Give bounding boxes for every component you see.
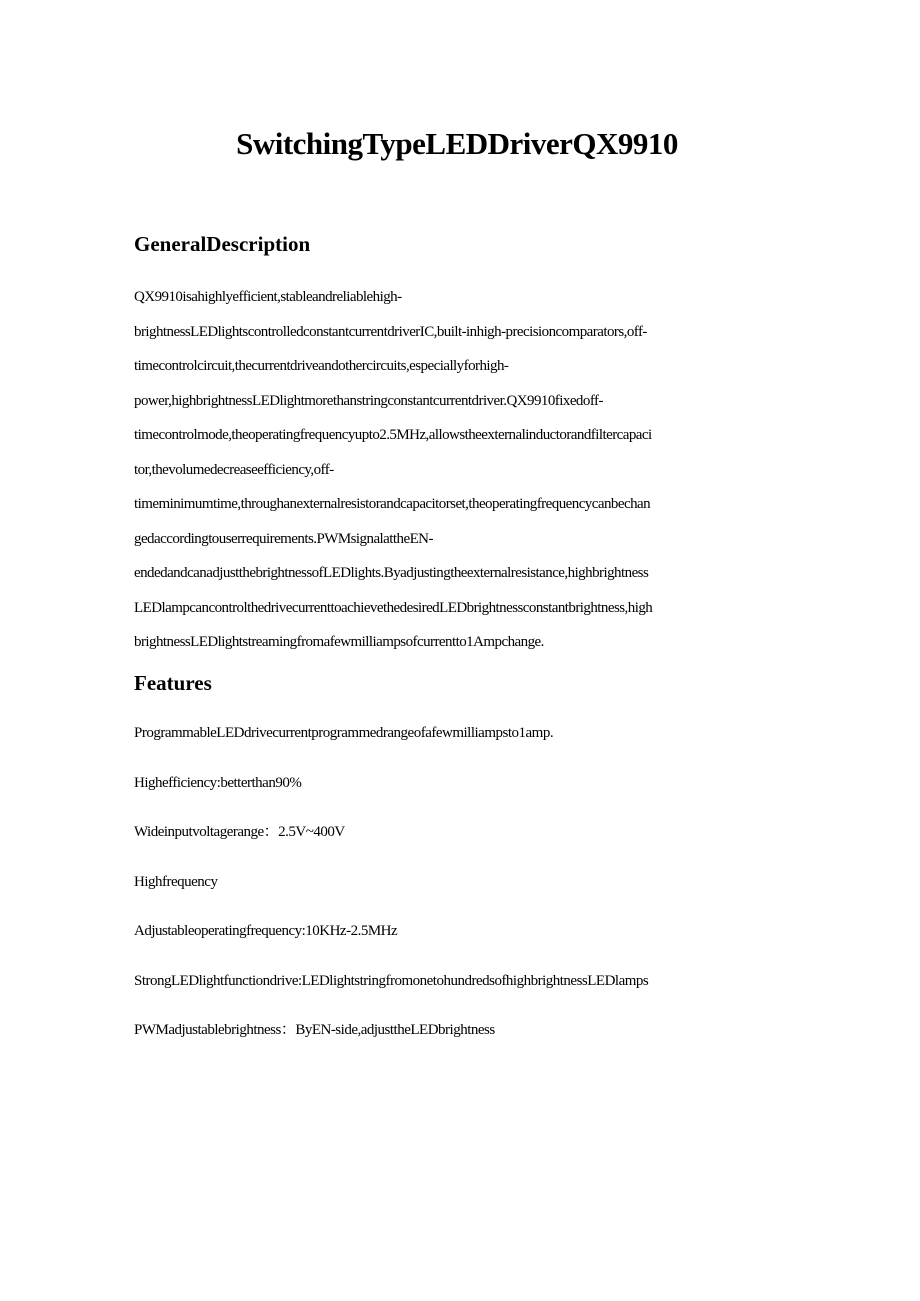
description-line: brightnessLEDlightstreamingfromafewmilliampsofcurrentto1Ampchange. xyxy=(134,634,544,650)
description-line: QX9910isahighlyefficient,stableandreliablehigh- xyxy=(134,289,402,305)
general-description-paragraph xyxy=(134,280,784,660)
features-heading: Features xyxy=(134,671,212,695)
description-line: timecontrolcircuit,thecurrentdriveandothercircuits,especiallyforhigh- xyxy=(134,358,509,374)
feature-item: Wideinputvoltagerange：2.5V~400V xyxy=(134,824,345,840)
feature-item: Highfrequency xyxy=(134,873,218,890)
description-line: LEDlampcancontrolthedrivecurrenttoachievethedesiredLEDbrightnessconstantbrightness,high xyxy=(134,599,653,616)
description-line: power,highbrightnessLEDlightmorethanstringconstantcurrentdriver.QX9910fixedoff- xyxy=(134,392,603,409)
description-line: timecontrolmode,theoperatingfrequencyupto2.5MHz,allowstheexternalinductorandfiltercapaci xyxy=(134,427,652,443)
general-description-heading: GeneralDescription xyxy=(134,232,311,256)
feature-item: ProgrammableLEDdrivecurrentprogrammedrangeofafewmilliampsto1amp. xyxy=(134,725,554,741)
description-line: timeminimumtime,throughanexternalresistorandcapacitorset,theoperatingfrequencycanbechan xyxy=(134,496,651,512)
feature-item: Adjustableoperatingfrequency:10KHz-2.5MHz xyxy=(134,923,398,939)
description-line: brightnessLEDlightscontrolledconstantcurrentdriverIC,built-inhigh-precisioncomparators,off- xyxy=(134,323,647,340)
feature-item: Highefficiency:betterthan90% xyxy=(134,774,302,791)
feature-item: StrongLEDlightfunctiondrive:LEDlightstringfromonetohundredsofhighbrightnessLEDlamps xyxy=(134,972,649,989)
description-line: gedaccordingtouserrequirements.PWMsignalattheEN- xyxy=(134,530,433,547)
document-title: SwitchingTypeLEDDriverQX9910 xyxy=(236,126,678,161)
description-line: endedandcanadjustthebrightnessofLEDlights.Byadjustingtheexternalresistance,highbrightness xyxy=(134,565,649,581)
description-line: tor,thevolumedecreaseefficiency,off- xyxy=(134,461,334,478)
feature-item: PWMadjustablebrightness：ByEN-side,adjusttheLEDbrightness xyxy=(134,1022,495,1038)
features-list xyxy=(134,718,794,1065)
